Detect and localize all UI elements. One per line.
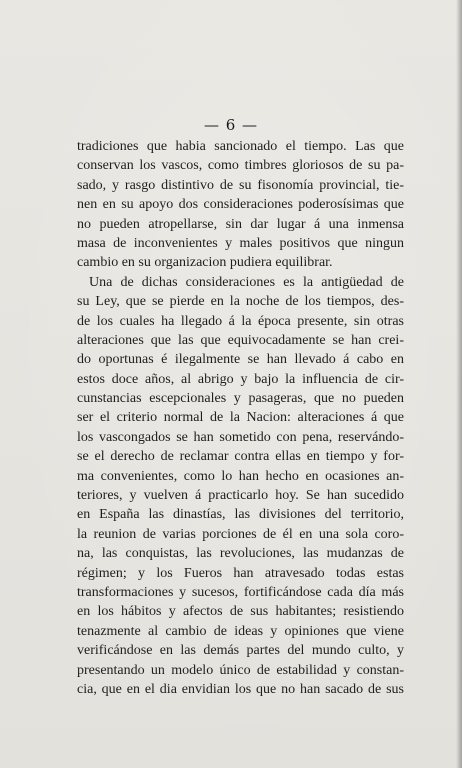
text-line: tradiciones que habia sancionado el tiempo. Las que: [77, 139, 404, 154]
paragraph-start-line: Una de dichas consideraciones es la antigüedad de: [89, 274, 404, 290]
text-line: los vascongados se han sometido con pena, reservándo-: [77, 429, 404, 445]
text-line: régimen; y los Fueros han atravesado todas estas: [77, 565, 404, 581]
text-line: estos doce años, al abrigo y bajo la influencia de cir-: [77, 371, 404, 387]
text-line: conservan los vascos, como timbres gloriosos de su pa-: [77, 158, 404, 174]
text-line: su Ley, que se pierde en la noche de los tiempos, des-: [77, 294, 404, 310]
text-line: en España las dinastías, las divisiones del territorio,: [77, 507, 404, 523]
text-line: alteraciones que las que equivocadamente se han crei-: [77, 332, 404, 348]
text-line: transformaciones y sucesos, fortificándose cada día más: [77, 584, 404, 600]
page-number: — 6 —: [203, 116, 259, 134]
text-line: ser el criterio normal de la Nacion: alteraciones á que: [77, 410, 404, 426]
text-line: cunstancias escepcionales y pasageras, que no pueden: [77, 391, 404, 407]
text-line: nen en su apoyo dos consideraciones poderosísimas que: [77, 197, 404, 213]
text-line: de los cuales ha llegado á la época presente, sin otras: [77, 313, 404, 329]
text-line: ma convenientes, como lo han hecho en ocasiones an-: [77, 468, 404, 484]
text-line: masa de inconvenientes y males positivos que ningun: [77, 235, 404, 251]
text-line: do oportunas é ilegalmente se han llevado á cabo en: [77, 352, 404, 368]
text-line: cia, que en el dia envidian los que no han sacado de sus: [77, 681, 404, 697]
body-text: [77, 137, 404, 699]
text-line: la reunion de varias porciones de él en una sola coro-: [77, 526, 404, 542]
text-line: presentando un modelo único de estabilidad y constan-: [77, 662, 404, 678]
text-line: en los hábitos y afectos de sus habitantes; resistiendo: [77, 604, 404, 620]
text-line: tenazmente al cambio de ideas y opiniones que viene: [77, 623, 404, 639]
text-line: no pueden atropellarse, sin dar lugar á una inmensa: [77, 216, 404, 232]
text-line: na, las conquistas, las revoluciones, las mudanzas de: [77, 546, 404, 562]
text-line: sado, y rasgo distintivo de su fisonomía provincial, tie-: [77, 177, 404, 193]
text-line: se el derecho de reclamar contra ellas en tiempo y for-: [77, 449, 404, 465]
paragraph-end-line: cambio en su organizacion pudiera equilibrar.: [77, 255, 333, 271]
text-line: teriores, y vuelven á practicarlo hoy. Se han sucedido: [77, 488, 404, 504]
text-line: verificándose en las demás partes del mundo culto, y: [77, 643, 404, 659]
